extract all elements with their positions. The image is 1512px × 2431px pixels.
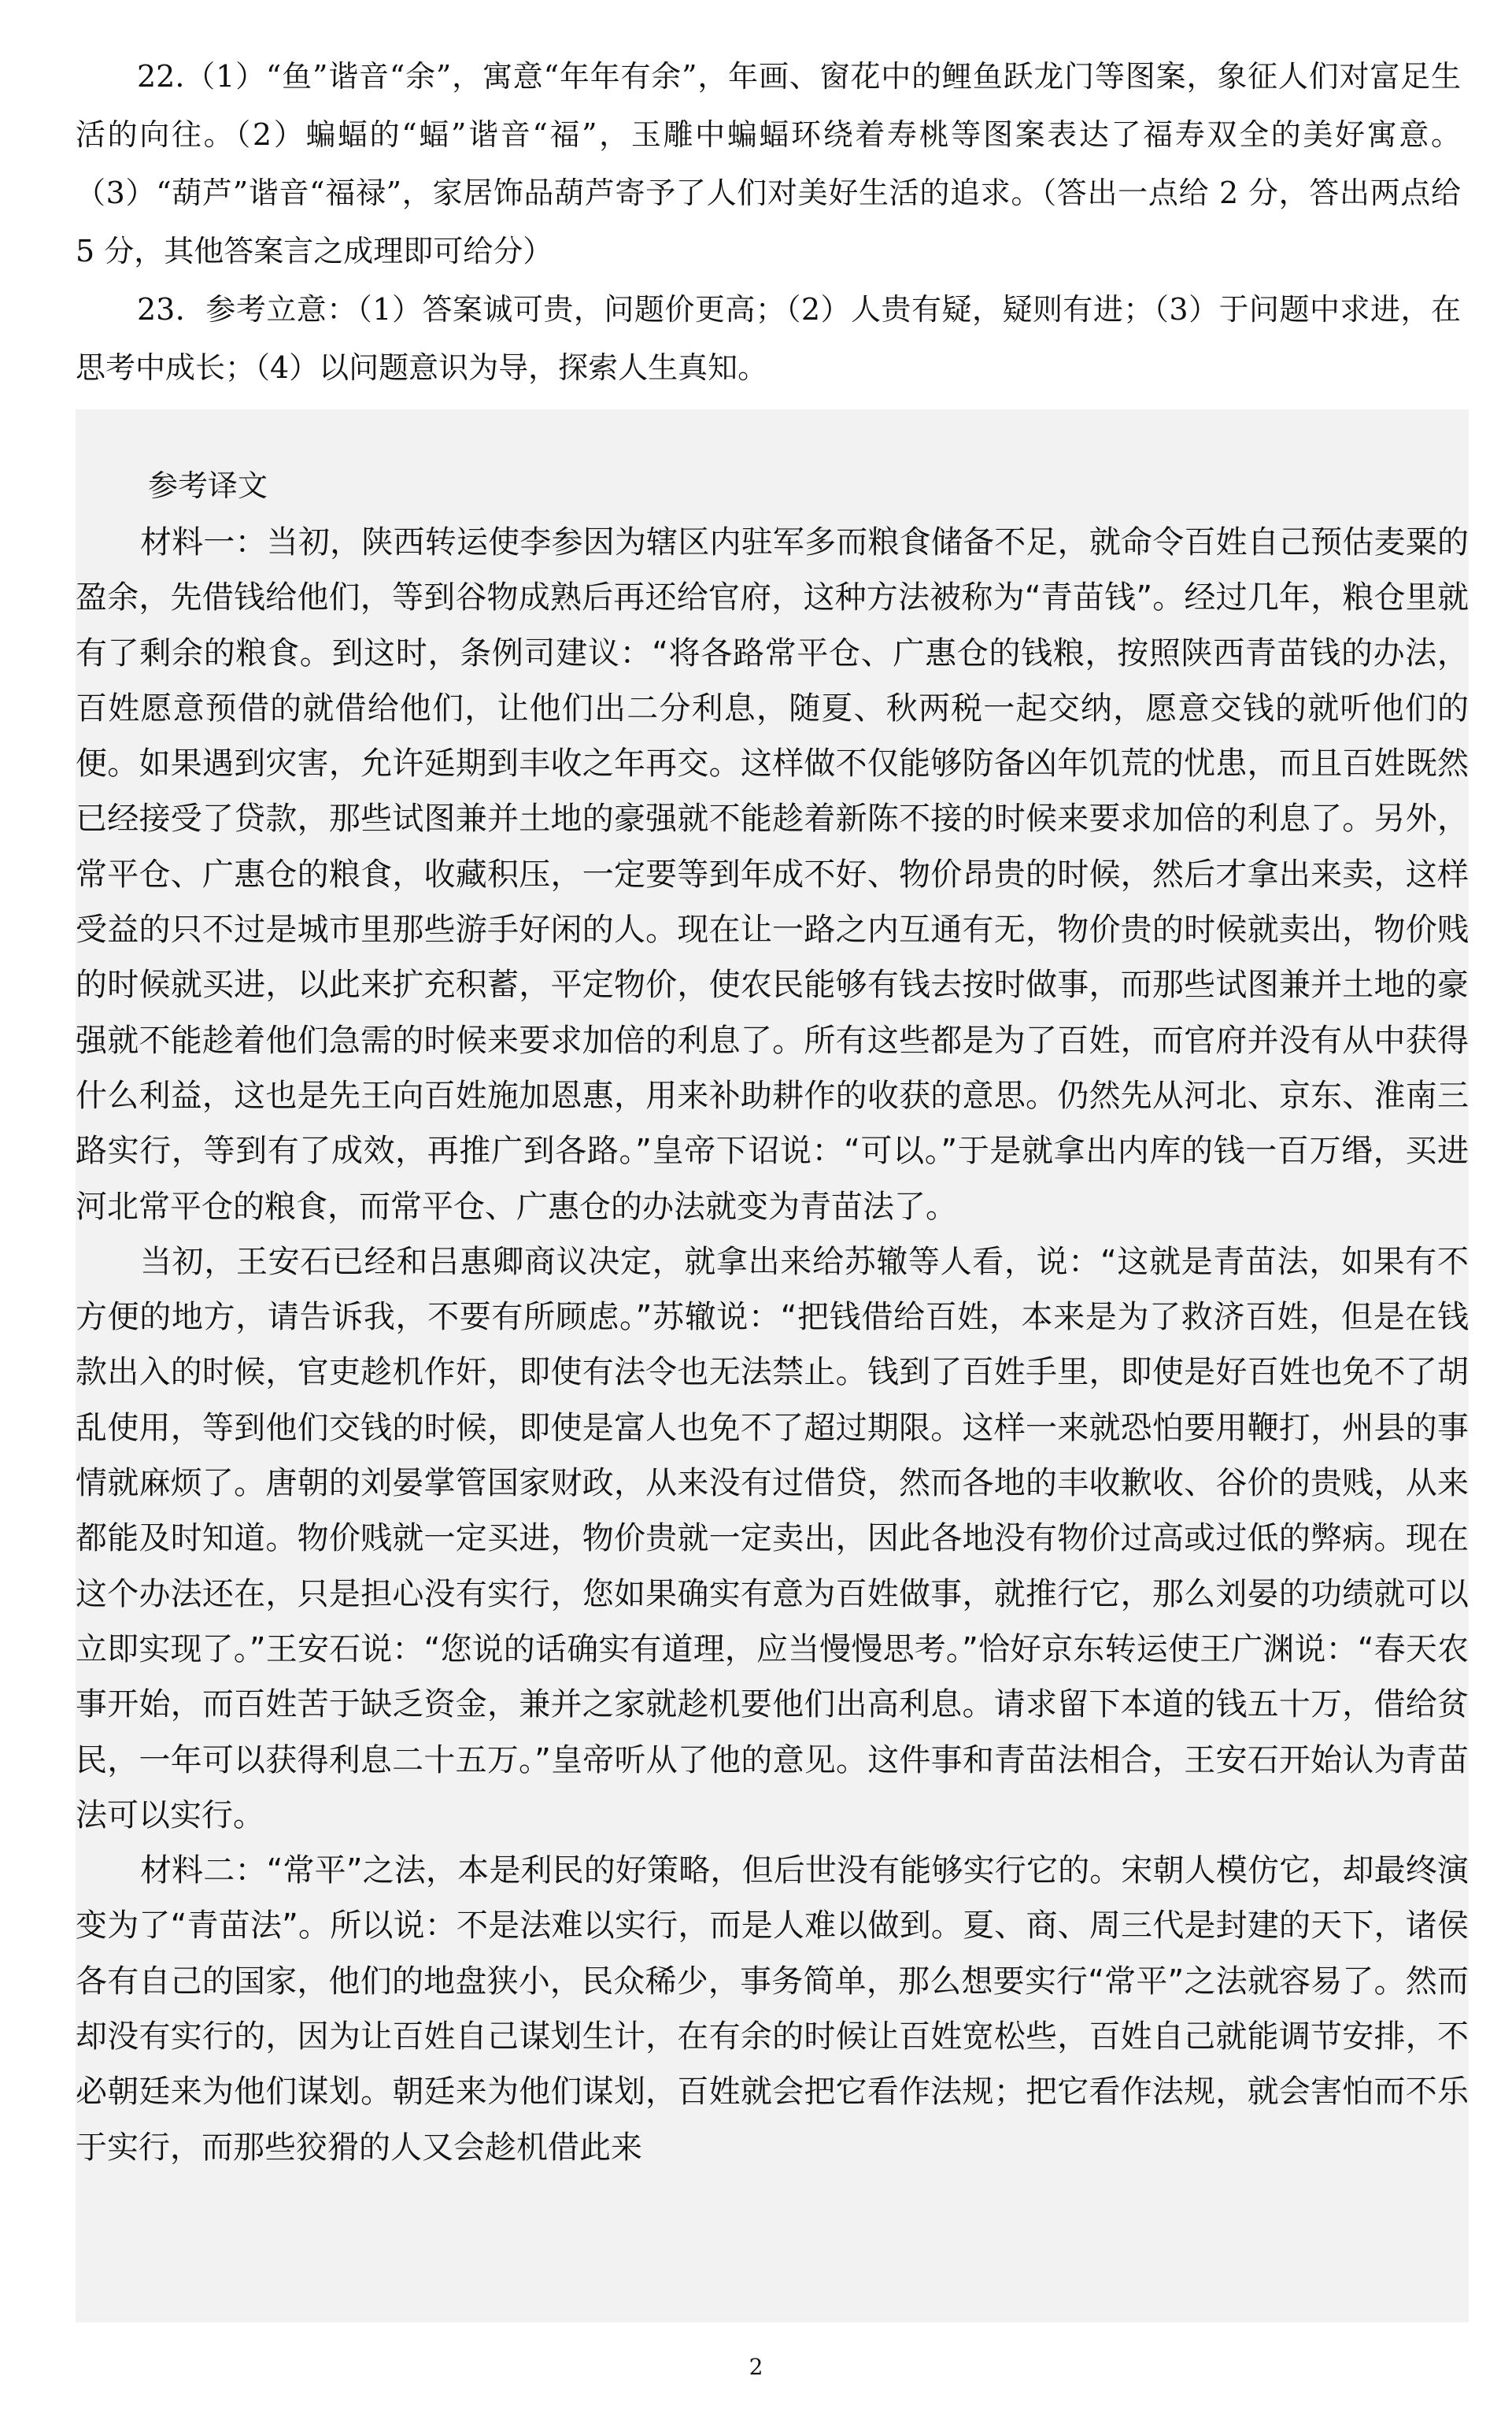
translation-heading: 参考译文 [148,468,268,503]
answer-22: 22.（1）“鱼”谐音“余”，寓意“年年有余”，年画、窗花中的鲤鱼跃龙门等图案，象征人们对富足生活的向往。（2）蝙蝠的“蝠”谐音“福”，玉雕中蝙蝠环绕着寿桃等图案表达了福寿双全的美好寓意。（3）“葫芦”谐音“福禄”，家居饰品葫芦寄予了人们对美好生活的追求。（答出一点给 2 分，答出两点给 5 分，其他答案言之成理即可给分） [76,59,1461,268]
answer-section [76,47,1461,397]
page-number: 2 [749,2354,763,2380]
translation-paragraph-1: 材料一：当初，陕西转运使李参因为辖区内驻军多而粮食储备不足，就命令百姓自己预估麦粟的盈余，先借钱给他们，等到谷物成熟后再还给官府，这种方法被称为“青苗钱”。经过几年，粮仓里就有了剩余的粮食。到这时，条例司建议：“将各路常平仓、广惠仓的钱粮，按照陕西青苗钱的办法，百姓愿意预借的就借给他们，让他们出二分利息，随夏、秋两税一起交纳，愿意交钱的就听他们的便。如果遇到灾害，允许延期到丰收之年再交。这样做不仅能够防备凶年饥荒的忧患，而且百姓既然已经接受了贷款，那些试图兼并土地的豪强就不能趁着新陈不接的时候来要求加倍的利息了。另外，常平仓、广惠仓的粮食，收藏积压，一定要等到年成不好、物价昂贵的时候，然后才拿出来卖，这样受益的只不过是城市里那些游手好闲的人。现在让一路之内互通有无，物价贵的时候就卖出，物价贱的时候就买进，以此来扩充积蓄，平定物价，使农民能够有钱去按时做事，而那些试图兼并土地的豪强就不能趁着他们急需的时候来要求加倍的利息了。所有这些都是为了百姓，而官府并没有从中获得什么利益，这也是先王向百姓施加恩惠，用来补助耕作的收获的意思。仍然先从河北、京东、淮南三路实行，等到有了成效，再推广到各路。”皇帝下诏说：“可以。”于是就拿出内库的钱一百万缗，买进河北常平仓的粮食，而常平仓、广惠仓的办法就变为青苗法了。 [76,524,1469,1225]
reference-translation-box [76,409,1469,2322]
translation-paragraph-2: 当初，王安石已经和吕惠卿商议决定，就拿出来给苏辙等人看，说：“这就是青苗法，如果有不方便的地方，请告诉我，不要有所顾虑。”苏辙说：“把钱借给百姓，本来是为了救济百姓，但是在钱款出入的时候，官吏趁机作奸，即使有法令也无法禁止。钱到了百姓手里，即使是好百姓也免不了胡乱使用，等到他们交钱的时候，即使是富人也免不了超过期限。这样一来就恐怕要用鞭打，州县的事情就麻烦了。唐朝的刘晏掌管国家财政，从来没有过借贷，然而各地的丰收歉收、谷价的贵贱，从来都能及时知道。物价贱就一定买进，物价贵就一定卖出，因此各地没有物价过高或过低的弊病。现在这个办法还在，只是担心没有实行，您如果确实有意为百姓做事，就推行它，那么刘晏的功绩就可以立即实现了。”王安石说：“您说的话确实有道理，应当慢慢思考。”恰好京东转运使王广渊说：“春天农事开始，而百姓苦于缺乏资金，兼并之家就趁机要他们出高利息。请求留下本道的钱五十万，借给贫民，一年可以获得利息二十五万。”皇帝听从了他的意见。这件事和青苗法相合，王安石开始认为青苗法可以实行。 [76,1243,1469,1833]
answer-23: 23．参考立意：（1）答案诚可贵，问题价更高；（2）人贵有疑，疑则有进；（3）于问题中求进，在思考中成长；（4）以问题意识为导，探索人生真知。 [76,292,1461,385]
translation-paragraph-3: 材料二：“常平”之法，本是利民的好策略，但后世没有能够实行它的。宋朝人模仿它，却最终演变为了“青苗法”。所以说：不是法难以实行，而是人难以做到。夏、商、周三代是封建的天下，诸侯各有自己的国家，他们的地盘狭小，民众稀少，事务简单，那么想要实行“常平”之法就容易了。然而却没有实行的，因为让百姓自己谋划生计，在有余的时候让百姓宽松些，百姓自己就能调节安排，不必朝廷来为他们谋划。朝廷来为他们谋划，百姓就会把它看作法规；把它看作法规，就会害怕而不乐于实行，而那些狡猾的人又会趁机借此来 [76,1852,1469,2166]
